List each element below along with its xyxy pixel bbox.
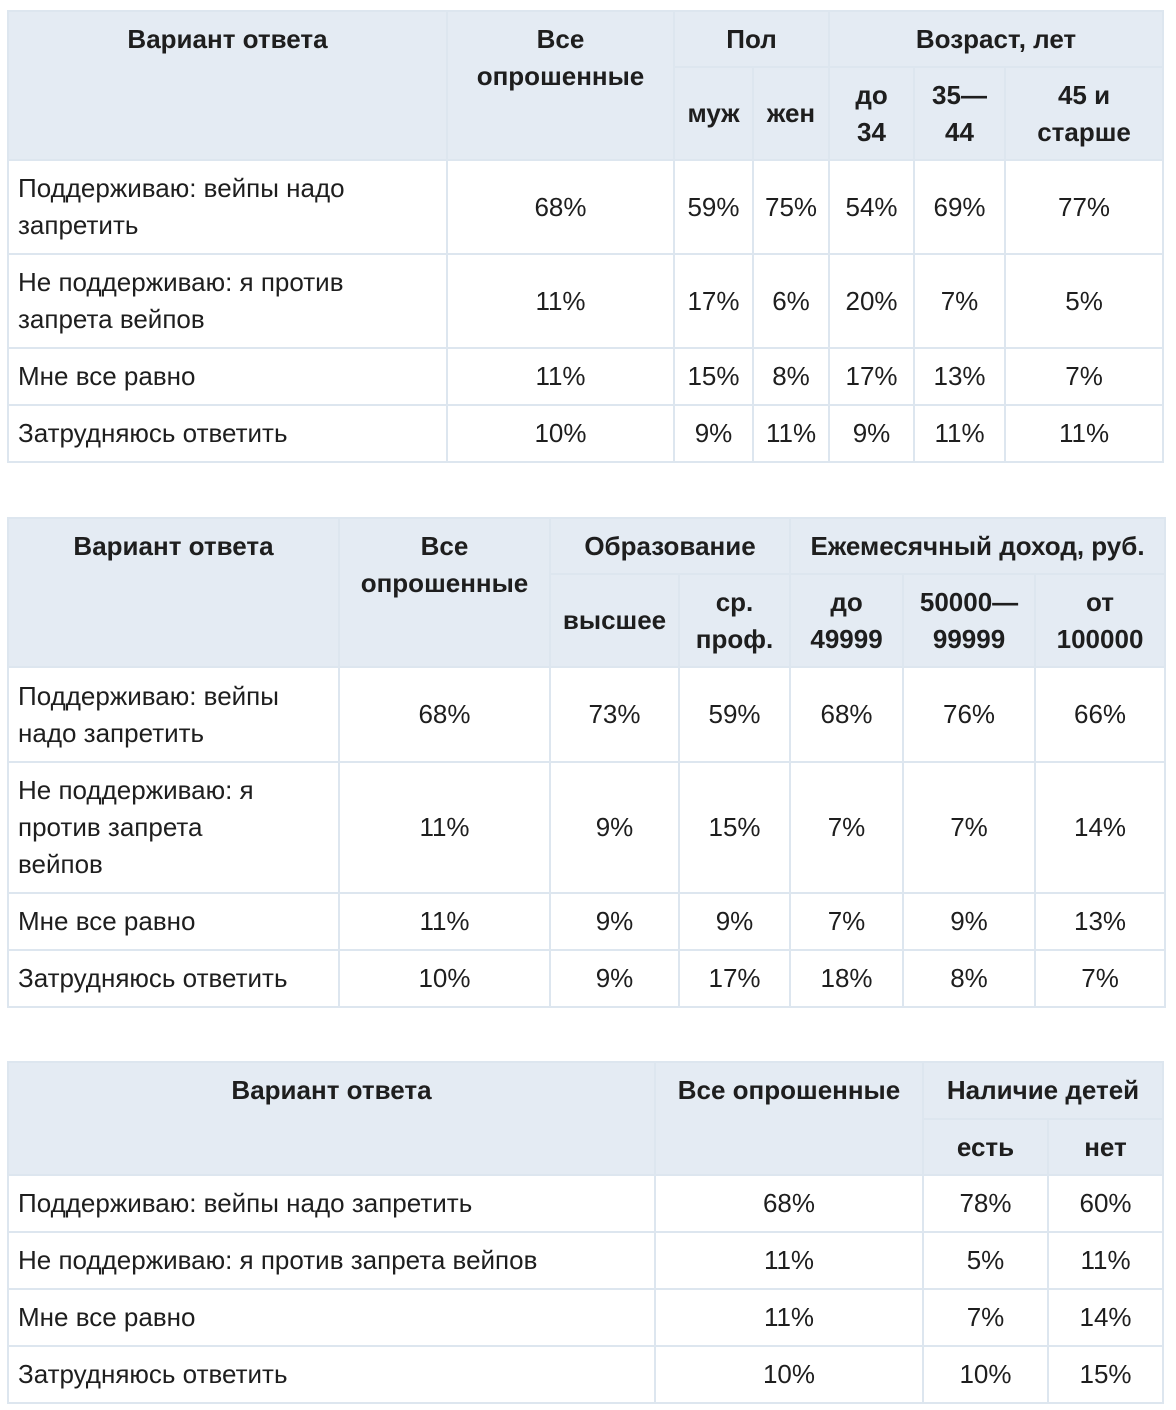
cell-value: 9%	[550, 950, 679, 1007]
cell-value: 7%	[1005, 348, 1163, 405]
table-row	[8, 1346, 1163, 1403]
cell-all: 10%	[447, 405, 674, 462]
cell-value: 9%	[903, 893, 1035, 950]
cell-value: 17%	[674, 254, 753, 348]
cell-value: 6%	[753, 254, 829, 348]
cell-value: 11%	[914, 405, 1005, 462]
row-label: Мне все равно	[8, 893, 339, 950]
cell-value: 15%	[679, 762, 790, 893]
cell-all: 68%	[447, 160, 674, 254]
cell-all: 11%	[655, 1232, 923, 1289]
cell-all: 11%	[447, 348, 674, 405]
cell-value: 9%	[679, 893, 790, 950]
cell-value: 10%	[923, 1346, 1048, 1403]
row-label: Поддерживаю: вейпы надо запретить	[8, 160, 447, 254]
cell-value: 60%	[1048, 1175, 1163, 1232]
table-row	[8, 893, 1165, 950]
header-education: Образование	[550, 518, 790, 574]
cell-value: 15%	[1048, 1346, 1163, 1403]
cell-value: 75%	[753, 160, 829, 254]
cell-value: 17%	[679, 950, 790, 1007]
subheader-vocational-education: ср. проф.	[679, 574, 790, 667]
subheader-no-children: нет	[1048, 1119, 1163, 1175]
table-row	[8, 1175, 1163, 1232]
survey-table-children	[7, 1061, 1164, 1404]
cell-value: 59%	[679, 667, 790, 762]
cell-value: 54%	[829, 160, 914, 254]
cell-value: 9%	[550, 893, 679, 950]
cell-value: 76%	[903, 667, 1035, 762]
table-row	[8, 762, 1165, 893]
cell-value: 20%	[829, 254, 914, 348]
subheader-has-children: есть	[923, 1119, 1048, 1175]
header-all-respondents: Все опрошенные	[339, 518, 550, 667]
cell-value: 18%	[790, 950, 903, 1007]
cell-value: 13%	[1035, 893, 1165, 950]
table-row	[8, 160, 1163, 254]
cell-value: 7%	[790, 893, 903, 950]
survey-table-education-income	[7, 517, 1166, 1008]
table-row	[8, 667, 1165, 762]
row-label: Не поддерживаю: я против запрета вейпов	[8, 1232, 655, 1289]
cell-value: 7%	[923, 1289, 1048, 1346]
row-label: Затрудняюсь ответить	[8, 405, 447, 462]
cell-all: 11%	[655, 1289, 923, 1346]
row-label: Не поддерживаю: я против запрета вейпов	[8, 254, 447, 348]
header-monthly-income: Ежемесячный доход, руб.	[790, 518, 1165, 574]
cell-value: 9%	[674, 405, 753, 462]
table-row	[8, 348, 1163, 405]
cell-value: 66%	[1035, 667, 1165, 762]
cell-all: 11%	[339, 762, 550, 893]
table-row	[8, 254, 1163, 348]
row-label: Мне все равно	[8, 348, 447, 405]
cell-value: 14%	[1048, 1289, 1163, 1346]
row-label: Затрудняюсь ответить	[8, 950, 339, 1007]
header-gender: Пол	[674, 11, 829, 67]
subheader-income-low: до 49999	[790, 574, 903, 667]
row-label: Поддерживаю: вейпы надо запретить	[8, 667, 339, 762]
cell-value: 13%	[914, 348, 1005, 405]
survey-table-gender-age	[7, 10, 1164, 463]
cell-all: 10%	[655, 1346, 923, 1403]
header-age: Возраст, лет	[829, 11, 1163, 67]
subheader-age-under-34: до 34	[829, 67, 914, 160]
cell-value: 8%	[903, 950, 1035, 1007]
cell-value: 9%	[550, 762, 679, 893]
header-all-respondents: Все опрошенные	[655, 1062, 923, 1175]
cell-value: 69%	[914, 160, 1005, 254]
cell-value: 77%	[1005, 160, 1163, 254]
cell-all: 11%	[339, 893, 550, 950]
row-label: Поддерживаю: вейпы надо запретить	[8, 1175, 655, 1232]
cell-value: 59%	[674, 160, 753, 254]
cell-value: 11%	[1005, 405, 1163, 462]
subheader-female: жен	[753, 67, 829, 160]
cell-value: 5%	[923, 1232, 1048, 1289]
header-answer: Вариант ответа	[8, 11, 447, 160]
cell-value: 7%	[1035, 950, 1165, 1007]
row-label: Мне все равно	[8, 1289, 655, 1346]
subheader-higher-education: высшее	[550, 574, 679, 667]
subheader-male: муж	[674, 67, 753, 160]
table-row	[8, 1289, 1163, 1346]
table-row	[8, 405, 1163, 462]
cell-value: 11%	[1048, 1232, 1163, 1289]
cell-all: 11%	[447, 254, 674, 348]
cell-value: 14%	[1035, 762, 1165, 893]
cell-value: 11%	[753, 405, 829, 462]
cell-value: 73%	[550, 667, 679, 762]
cell-value: 7%	[914, 254, 1005, 348]
cell-all: 68%	[655, 1175, 923, 1232]
header-all-respondents: Все опрошенные	[447, 11, 674, 160]
table-row	[8, 950, 1165, 1007]
header-answer: Вариант ответа	[8, 518, 339, 667]
row-label: Затрудняюсь ответить	[8, 1346, 655, 1403]
cell-value: 68%	[790, 667, 903, 762]
cell-value: 7%	[903, 762, 1035, 893]
subheader-age-45-plus: 45 и старше	[1005, 67, 1163, 160]
header-children: Наличие детей	[923, 1062, 1163, 1119]
header-answer: Вариант ответа	[8, 1062, 655, 1175]
cell-value: 7%	[790, 762, 903, 893]
cell-value: 78%	[923, 1175, 1048, 1232]
cell-value: 15%	[674, 348, 753, 405]
cell-all: 68%	[339, 667, 550, 762]
cell-value: 8%	[753, 348, 829, 405]
cell-value: 5%	[1005, 254, 1163, 348]
subheader-income-high: от 100000	[1035, 574, 1165, 667]
subheader-income-mid: 50000— 99999	[903, 574, 1035, 667]
cell-value: 17%	[829, 348, 914, 405]
row-label: Не поддерживаю: я против запрета вейпов	[8, 762, 339, 893]
cell-all: 10%	[339, 950, 550, 1007]
table-row	[8, 1232, 1163, 1289]
cell-value: 9%	[829, 405, 914, 462]
subheader-age-35-44: 35— 44	[914, 67, 1005, 160]
